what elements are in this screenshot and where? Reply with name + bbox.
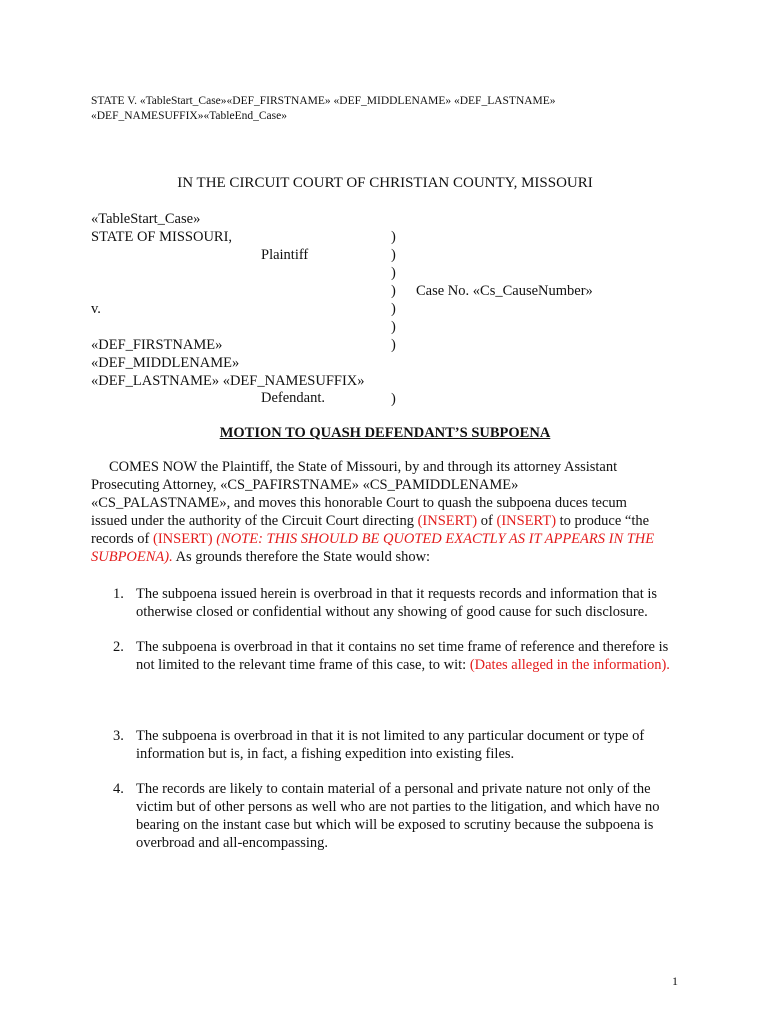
defendant-middlename: «DEF_MIDDLENAME» [91, 355, 240, 371]
insert-placeholder: (INSERT) [496, 512, 557, 529]
body-text-of: of [480, 512, 493, 529]
caption-paren: ) [391, 337, 396, 353]
item-number: 4. [113, 781, 124, 797]
versus-label: v. [91, 301, 101, 317]
table-start-field: «TableStart_Case» [91, 211, 201, 227]
caption-paren: ) [391, 301, 396, 317]
caption-paren: ) [391, 319, 396, 335]
caption-paren: ) [391, 247, 396, 263]
case-caption-left [91, 210, 365, 390]
item-text: The subpoena is overbroad in that it is not limited to any particular document or type of information but is, in fact, a fishing expedition into existing files. [136, 728, 645, 762]
court-title: IN THE CIRCUIT COURT OF CHRISTIAN COUNTY, MISSOURI [177, 175, 593, 191]
caption-paren: ) [391, 229, 396, 245]
item-text: The records are likely to contain material of a personal and private nature not only of the victim but of other persons as well who are not parties to the litigation, and which have no bearing on the instant case but which will be exposed to scrutiny because the subpoena is overbroad and all-encompassing. [136, 781, 660, 851]
page-number: 1 [672, 974, 678, 988]
item-text-wrapper [136, 638, 683, 674]
caption-paren: ) [391, 391, 396, 407]
quote-note: (NOTE: THIS SHOULD BE QUOTED EXACTLY AS IT APPEARS IN THE SUBPOENA). [91, 530, 655, 565]
motion-title: MOTION TO QUASH DEFENDANT’S SUBPOENA [219, 425, 551, 441]
item-text: The subpoena issued herein is overbroad in that it requests records and information that is otherwise closed or confidential without any showing of good cause for such disclosure. [136, 586, 658, 620]
defendant-label: Defendant. [261, 390, 326, 406]
item-text: The subpoena is overbroad in that it contains no set time frame of reference and therefore is not limited to the relevant time frame of this case, to wit: [136, 639, 669, 673]
caption-paren: ) [391, 265, 396, 281]
plaintiff-label: Plaintiff [261, 247, 309, 263]
item-number: 1. [113, 586, 124, 602]
insert-placeholder: (INSERT) [417, 512, 478, 529]
body-text-2: to produce “the records of [91, 512, 650, 547]
list-item [113, 585, 683, 621]
item-number: 2. [113, 639, 124, 655]
body-text-1: COMES NOW the Plaintiff, the State of Missouri, by and through its attorney Assistant Prosecuting Attorney, «CS_PAFIRSTNAME» «CS_PAMIDDLENAME» «CS_PALASTNAME», and moves this honorable Court to quash the subpoena duces tecum issued under the authority of the Circuit Court directing [91, 459, 627, 529]
body-text-3: As grounds therefore the State would show: [172, 548, 431, 565]
defendant-firstname: «DEF_FIRSTNAME» [91, 337, 223, 353]
insert-placeholder: (INSERT) [153, 530, 213, 547]
dates-placeholder: (Dates alleged in the information). [469, 657, 670, 673]
case-number: Case No. «Cs_CauseNumber» [416, 283, 593, 299]
list-item [113, 780, 683, 852]
header-line-2: «DEF_NAMESUFFIX»«TableEnd_Case» [91, 110, 287, 122]
list-item [113, 638, 683, 674]
body-paragraph [91, 459, 661, 566]
item-number: 3. [113, 728, 124, 744]
defendant-lastname-suffix: «DEF_LASTNAME» «DEF_NAMESUFFIX» [91, 373, 365, 389]
caption-paren: ) [391, 283, 396, 299]
header-line-1: STATE V. «TableStart_Case»«DEF_FIRSTNAME» «DEF_MIDDLENAME» «DEF_LASTNAME» [91, 95, 556, 107]
document-header [91, 94, 556, 124]
plaintiff-name: STATE OF MISSOURI, [91, 229, 233, 245]
list-item [113, 727, 683, 763]
